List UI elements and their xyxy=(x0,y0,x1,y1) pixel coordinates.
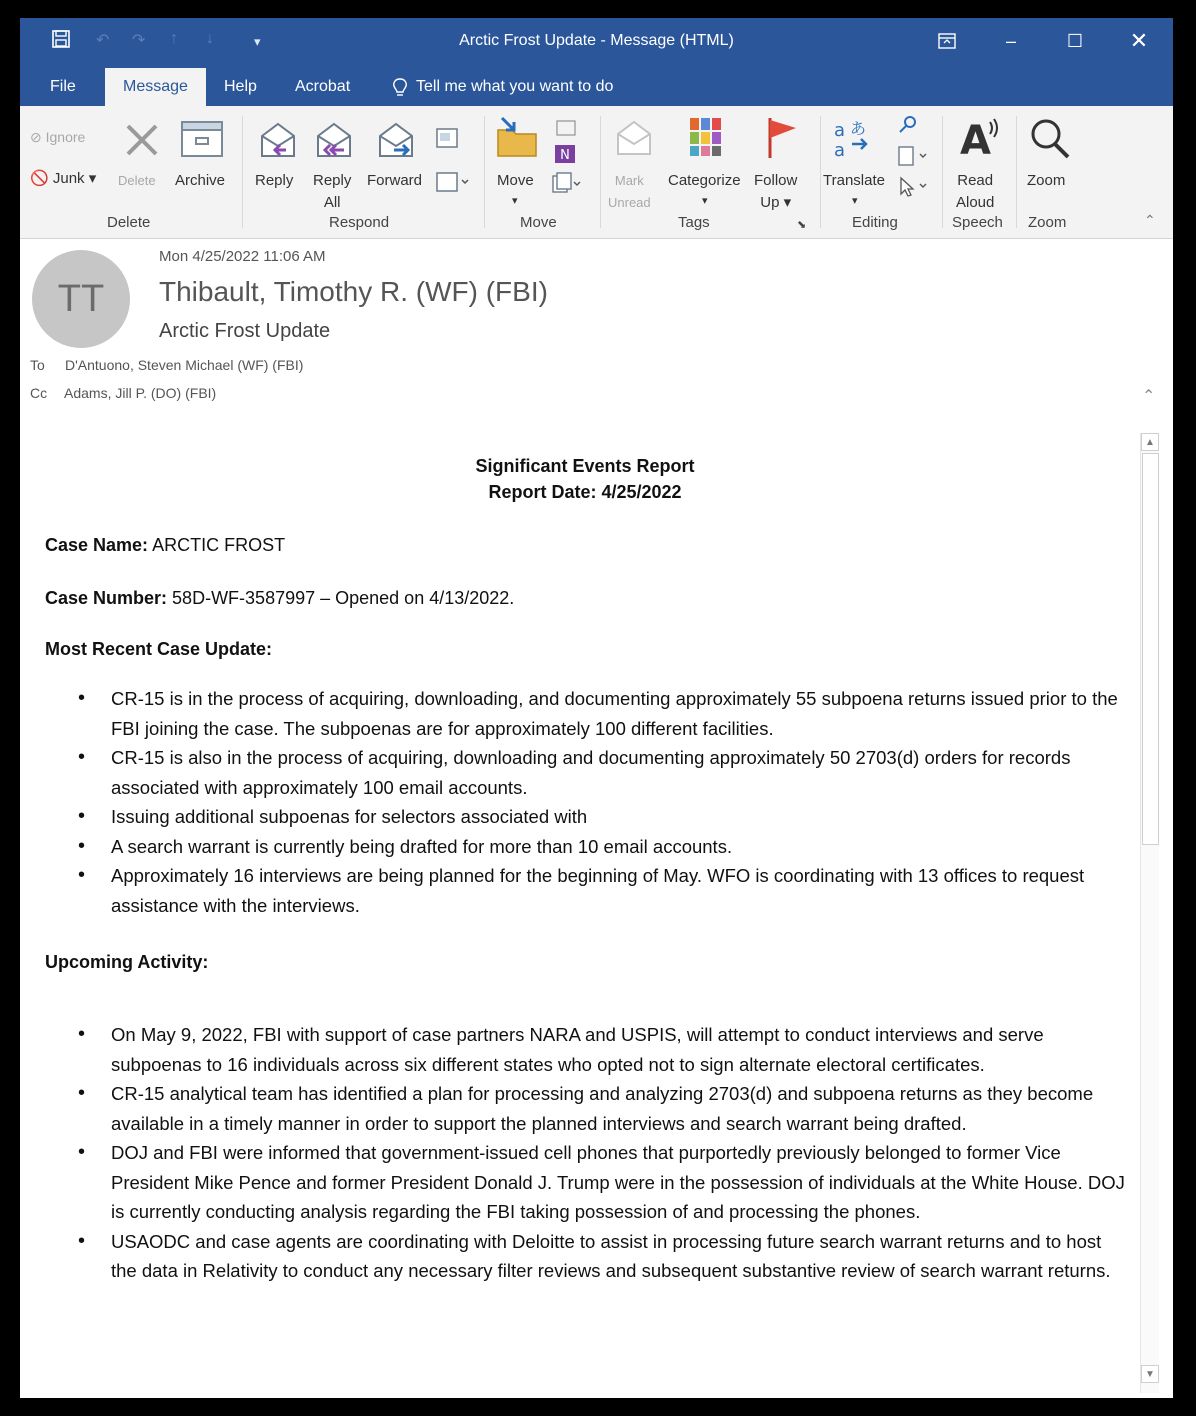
scroll-up-icon[interactable]: ▲ xyxy=(1141,433,1159,451)
message-body xyxy=(20,438,1135,1398)
flag-icon xyxy=(764,116,800,165)
redo-icon[interactable]: ↷ xyxy=(132,32,146,49)
mark-unread-button[interactable] xyxy=(608,170,651,214)
delete-x-icon xyxy=(122,120,162,165)
sender-name[interactable]: Thibault, Timothy R. (WF) (FBI) xyxy=(159,276,548,307)
group-label-zoom: Zoom xyxy=(1028,214,1067,231)
ribbon-separator xyxy=(242,116,243,228)
find-icon[interactable] xyxy=(898,114,918,139)
read-aloud-label-1: Read xyxy=(957,172,994,189)
list-item: • CR-15 is also in the process of acquiring, downloading and documenting approximately 50 2703(d) orders for records associated with approximately 100 email accounts. xyxy=(20,743,1128,802)
move-dropdown-icon[interactable]: ▾ xyxy=(512,195,518,207)
categorize-button[interactable]: Categorize xyxy=(668,172,741,189)
list-item: • CR-15 analytical team has identified a plan for processing and analyzing 2703(d) and subpoena returns as they become available in a timely manner in order to support the planned interviews and search warrant being drafted. xyxy=(20,1079,1128,1138)
cc-label: Cc xyxy=(30,385,48,401)
tell-me-search[interactable]: Tell me what you want to do xyxy=(416,78,614,95)
read-aloud-label-2: Aloud xyxy=(956,194,995,211)
close-icon[interactable]: ✕ xyxy=(1129,28,1149,53)
translate-icon xyxy=(832,116,872,165)
minimize-icon[interactable]: – xyxy=(1005,31,1016,51)
recent-update-heading xyxy=(45,639,272,660)
meeting-reply-icon[interactable] xyxy=(436,128,458,153)
reply-button[interactable]: Reply xyxy=(255,172,294,189)
zoom-magnifier-icon xyxy=(1028,116,1072,165)
tab-file[interactable]: File xyxy=(50,78,76,95)
group-label-respond: Respond xyxy=(329,214,390,231)
case-name-label: Case Name: xyxy=(45,535,149,555)
sent-date: Mon 4/25/2022 11:06 AM xyxy=(159,248,326,265)
mark-unread-label-1: Mark xyxy=(614,173,644,188)
reply-all-button[interactable] xyxy=(313,170,351,214)
upcoming-heading xyxy=(45,952,208,973)
case-name-line xyxy=(45,535,285,556)
translate-button[interactable]: Translate xyxy=(823,172,885,189)
upcoming-label: Upcoming Activity: xyxy=(45,952,209,972)
menu-bar xyxy=(20,68,1173,106)
related-icon[interactable] xyxy=(898,146,932,171)
tags-dialog-launcher-icon[interactable]: ⬊ xyxy=(797,219,807,231)
junk-button[interactable]: 🚫 Junk ▾ xyxy=(30,170,97,187)
ribbon-separator xyxy=(484,116,485,228)
list-item: • DOJ and FBI were informed that government-issued cell phones that purportedly previously belonged to former Vice President Mike Pence and former President Donald J. Trump were in the possession of individuals at the White House. DOJ is currently conducting analysis regarding the FBI taking possession of and processing the phones. xyxy=(20,1138,1128,1227)
ignore-button[interactable]: ⊘ Ignore xyxy=(30,129,86,145)
report-date: Report Date: 4/25/2022 xyxy=(488,482,682,502)
up-arrow-icon[interactable]: ↑ xyxy=(170,30,178,47)
avatar: TT xyxy=(32,250,130,348)
scroll-down-icon[interactable]: ▼ xyxy=(1141,1365,1159,1383)
scrollbar-thumb[interactable] xyxy=(1142,453,1159,845)
recent-update-label: Most Recent Case Update: xyxy=(45,639,273,659)
svg-text:あ: あ xyxy=(850,119,867,138)
ribbon-display-options-icon[interactable] xyxy=(930,26,964,56)
mark-unread-icon xyxy=(614,118,654,163)
down-arrow-icon[interactable]: ↓ xyxy=(206,30,214,47)
case-number-label: Case Number: xyxy=(45,588,168,608)
follow-up-label-2: Up ▾ xyxy=(760,194,792,211)
read-aloud-button[interactable] xyxy=(956,170,994,214)
cc-recipient[interactable]: Adams, Jill P. (DO) (FBI) xyxy=(64,385,217,401)
message-scrollbar[interactable] xyxy=(1140,433,1159,1393)
rules-icon[interactable] xyxy=(556,120,576,141)
ribbon xyxy=(20,106,1173,239)
case-number-value: 58D-WF-3587997 – Opened on 4/13/2022. xyxy=(167,588,515,608)
reply-icon xyxy=(256,118,300,167)
svg-text:N: N xyxy=(560,148,570,163)
more-respond-icon[interactable] xyxy=(436,172,470,197)
delete-button[interactable]: Delete xyxy=(118,173,156,188)
onenote-icon[interactable] xyxy=(554,144,576,169)
collapse-header-icon[interactable]: ⌃ xyxy=(1142,388,1156,405)
junk-label: Junk xyxy=(52,170,85,187)
follow-up-button[interactable] xyxy=(754,170,797,214)
recent-update-list xyxy=(20,684,1128,920)
list-item: • Approximately 16 interviews are being planned for the beginning of May. WFO is coordinating with 13 offices to request assistance with the interviews. xyxy=(20,861,1128,920)
ignore-label: Ignore xyxy=(45,129,86,145)
svg-text:a: a xyxy=(834,140,846,160)
select-icon[interactable] xyxy=(898,176,932,203)
categorize-dropdown-icon[interactable]: ▾ xyxy=(702,195,708,207)
mark-unread-label-2: Unread xyxy=(608,195,651,210)
categorize-icon xyxy=(688,116,724,163)
outlook-message-window xyxy=(20,18,1173,1398)
move-button[interactable]: Move xyxy=(497,172,534,189)
move-folder-icon xyxy=(494,116,540,165)
ribbon-separator xyxy=(1016,116,1017,228)
undo-icon[interactable]: ↶ xyxy=(96,32,110,49)
upcoming-list xyxy=(20,1020,1128,1286)
forward-icon xyxy=(376,118,420,167)
tab-message[interactable]: Message xyxy=(105,68,206,106)
group-label-delete: Delete xyxy=(107,214,151,231)
case-name-value: ARCTIC FROST xyxy=(148,535,286,555)
lightbulb-icon xyxy=(392,78,408,103)
read-aloud-icon xyxy=(958,116,1002,165)
list-item: • On May 9, 2022, FBI with support of case partners NARA and USPIS, will attempt to conduct interviews and serve subpoenas to 16 individuals across six different states who opted not to sign alternate electoral certificates. xyxy=(20,1020,1128,1079)
ribbon-separator xyxy=(600,116,601,228)
actions-icon[interactable] xyxy=(552,172,582,199)
title-bar xyxy=(20,18,1173,68)
forward-button[interactable]: Forward xyxy=(367,172,423,189)
archive-icon xyxy=(180,120,224,163)
follow-up-label-2-text: Up xyxy=(760,194,780,211)
list-item: • USAODC and case agents are coordinating with Deloitte to assist in processing future search warrant returns and to host the data in Relativity to conduct any necessary filter reviews and subsequent substantive review of search warrant returns. xyxy=(20,1227,1128,1286)
reply-all-label-1: Reply xyxy=(313,172,352,189)
collapse-ribbon-icon[interactable]: ⌃ xyxy=(1144,212,1156,228)
group-label-speech: Speech xyxy=(952,214,1003,231)
group-label-editing: Editing xyxy=(852,214,898,231)
window-title: Arctic Frost Update - Message (HTML) xyxy=(459,32,734,49)
ribbon-separator xyxy=(942,116,943,228)
message-subject: Arctic Frost Update xyxy=(159,320,331,342)
reply-all-label-2: All xyxy=(323,194,341,211)
group-label-move: Move xyxy=(520,214,557,231)
list-item: • Issuing additional subpoenas for selectors associated with xyxy=(20,802,1128,832)
reply-all-icon xyxy=(310,118,356,167)
to-label: To xyxy=(30,357,45,373)
svg-text:A: A xyxy=(960,118,991,160)
customize-toolbar-icon[interactable]: ▾ xyxy=(254,34,261,49)
to-recipient[interactable]: D'Antuono, Steven Michael (WF) (FBI) xyxy=(65,357,304,373)
archive-button[interactable]: Archive xyxy=(175,172,226,189)
case-number-line xyxy=(45,588,514,609)
zoom-button[interactable]: Zoom xyxy=(1027,172,1066,189)
report-title: Significant Events Report xyxy=(475,456,695,476)
translate-dropdown-icon[interactable]: ▾ xyxy=(852,195,858,207)
group-label-tags: Tags xyxy=(678,214,710,231)
follow-up-label-1: Follow xyxy=(754,172,798,189)
maximize-icon[interactable]: ☐ xyxy=(1066,31,1084,51)
tab-help[interactable]: Help xyxy=(224,78,257,95)
tab-acrobat[interactable]: Acrobat xyxy=(295,78,351,95)
svg-text:a: a xyxy=(834,120,846,141)
list-item: • A search warrant is currently being drafted for more than 10 email accounts. xyxy=(20,832,1128,862)
list-item: • CR-15 is in the process of acquiring, downloading, and documenting approximately 55 subpoena returns issued prior to the FBI joining the case. The subpoenas are for approximately 100 different facilities. xyxy=(20,684,1128,743)
ribbon-separator xyxy=(820,116,821,228)
